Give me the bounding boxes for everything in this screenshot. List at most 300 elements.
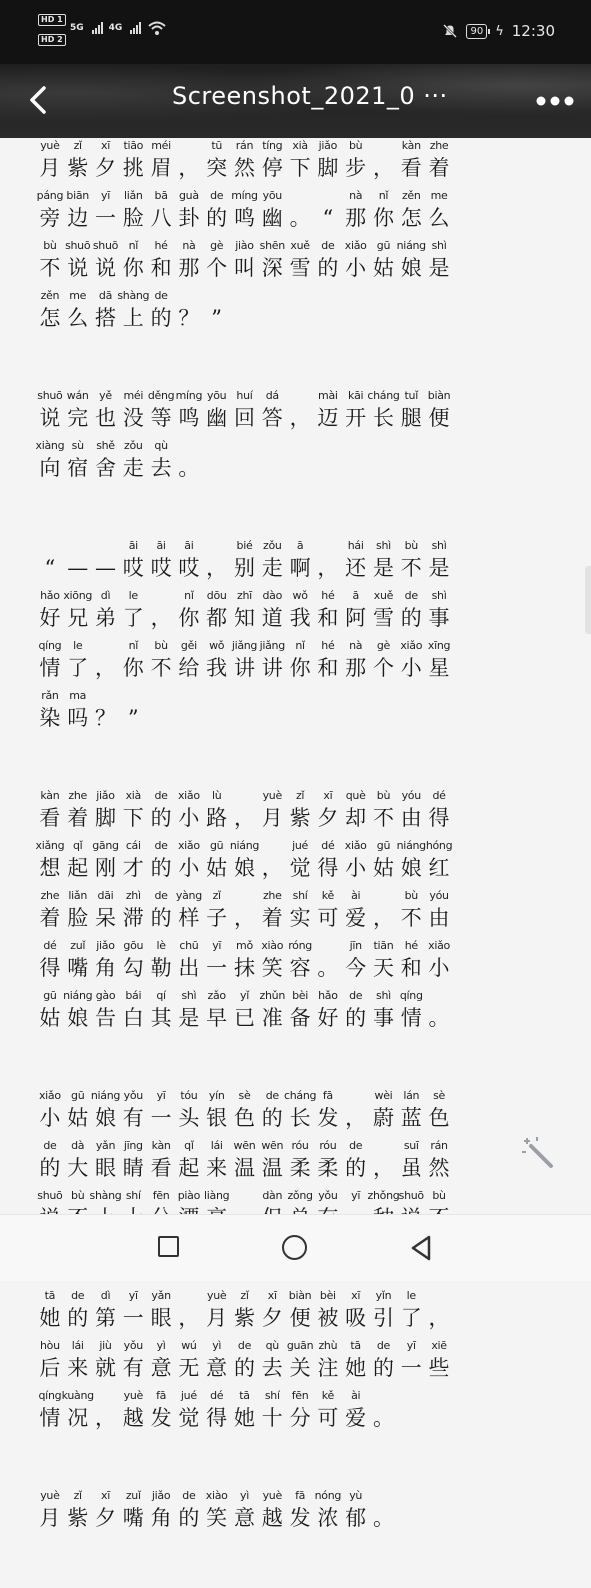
hanzi: 的 — [178, 1506, 200, 1530]
system-back-button[interactable] — [407, 1233, 437, 1263]
hanzi: 夕 — [94, 156, 116, 180]
character-cell — [175, 1138, 203, 1188]
recent-apps-button[interactable] — [155, 1233, 185, 1263]
hanzi: 。 — [289, 206, 311, 230]
character-cell — [314, 938, 342, 988]
hanzi: 关 — [289, 1356, 311, 1380]
hanzi: 星 — [428, 656, 450, 680]
pinyin: jiǎo — [318, 139, 338, 152]
character-cell — [203, 588, 231, 638]
character-cell — [397, 988, 425, 1038]
hanzi: 今 — [345, 956, 367, 980]
pinyin: dé — [43, 939, 57, 952]
character-cell — [314, 538, 342, 588]
character-cell — [64, 588, 92, 638]
pinyin: yǒu — [123, 1089, 143, 1102]
pinyin: biàn — [288, 1289, 312, 1302]
pinyin: liǎn — [68, 889, 87, 902]
pinyin: tóu — [180, 1089, 198, 1102]
hanzi: 白 — [122, 1006, 144, 1030]
character-cell — [92, 1338, 120, 1388]
character-cell — [64, 188, 92, 238]
character-cell — [175, 838, 203, 888]
character-cell — [36, 1338, 64, 1388]
hanzi: 讲 — [233, 656, 255, 680]
character-cell — [203, 238, 231, 288]
pinyin: qí — [156, 989, 166, 1002]
hanzi: 她 — [233, 1406, 255, 1430]
pinyin: piào — [177, 1189, 201, 1202]
hanzi: 夕 — [317, 806, 339, 830]
character-cell — [397, 1088, 425, 1138]
character-cell — [231, 188, 259, 238]
character-cell — [258, 188, 286, 238]
pinyin: zuǐ — [70, 939, 86, 952]
pinyin: ma — [69, 689, 87, 702]
pinyin: jiǎo — [151, 1489, 171, 1502]
character-cell — [286, 138, 314, 188]
character-cell — [258, 1338, 286, 1388]
hanzi: 好 — [317, 1006, 339, 1030]
pinyin: jiù — [99, 1339, 112, 1352]
character-cell — [175, 538, 203, 588]
character-cell — [92, 238, 120, 288]
hanzi: 紫 — [289, 806, 311, 830]
hanzi: 的 — [39, 1156, 61, 1180]
hanzi: 是 — [178, 1006, 200, 1030]
pinyin: de — [349, 989, 363, 1002]
hanzi: 紫 — [233, 1306, 255, 1330]
hanzi: 给 — [178, 656, 200, 680]
character-cell — [425, 538, 453, 588]
pinyin: yuè — [40, 139, 60, 152]
character-cell — [175, 438, 203, 488]
signal-icon — [92, 22, 103, 34]
hanzi: 你 — [289, 656, 311, 680]
text-line — [36, 638, 536, 688]
hanzi: 兄 — [67, 606, 89, 630]
hanzi: 不 — [150, 656, 172, 680]
pinyin: tū — [211, 139, 223, 152]
pinyin: de — [154, 889, 168, 902]
hanzi: 笑 — [261, 956, 283, 980]
pinyin: wēn — [261, 1139, 284, 1152]
hanzi: 突 — [206, 156, 228, 180]
hanzi: 幽 — [261, 206, 283, 230]
hanzi: 柔 — [317, 1156, 339, 1180]
character-cell — [286, 938, 314, 988]
pinyin: fā — [322, 1089, 333, 1102]
hanzi: 深 — [261, 256, 283, 280]
hanzi: — — [94, 556, 116, 580]
pinyin: shàng — [117, 289, 150, 302]
pinyin: shuō — [65, 239, 91, 252]
character-cell — [370, 888, 398, 938]
pinyin: guān — [286, 1339, 314, 1352]
hanzi: 滞 — [122, 906, 144, 930]
character-cell — [92, 538, 120, 588]
character-cell — [119, 1388, 147, 1438]
pinyin: wèi — [374, 1089, 393, 1102]
hanzi: 。 — [317, 956, 339, 980]
pinyin: gū — [210, 839, 224, 852]
character-cell — [147, 188, 175, 238]
hanzi: 小 — [400, 656, 422, 680]
pinyin: sè — [433, 1089, 445, 1102]
hanzi: 的 — [233, 1356, 255, 1380]
character-cell — [203, 938, 231, 988]
pinyin: zǐ — [240, 1289, 249, 1302]
hanzi: 。 — [428, 1006, 450, 1030]
pinyin: yōu — [207, 389, 227, 402]
signal-icon — [130, 22, 141, 34]
hanzi: ， — [372, 1156, 394, 1180]
pinyin: tiāo — [123, 139, 144, 152]
more-options-button[interactable] — [535, 84, 575, 112]
hanzi: 别 — [233, 556, 255, 580]
character-cell — [397, 638, 425, 688]
character-cell — [119, 238, 147, 288]
character-cell — [92, 988, 120, 1038]
character-cell — [314, 1488, 342, 1538]
pinyin: zǐ — [212, 889, 221, 902]
character-cell — [397, 938, 425, 988]
pinyin: kě — [321, 1389, 334, 1402]
character-cell — [397, 388, 425, 438]
character-cell — [175, 788, 203, 838]
hanzi: 娘 — [400, 856, 422, 880]
text-line — [36, 388, 536, 438]
pinyin: shì — [431, 539, 447, 552]
character-cell — [175, 388, 203, 438]
pinyin: biān — [66, 189, 89, 202]
pinyin: qù — [154, 439, 168, 452]
character-cell — [283, 1088, 317, 1138]
character-cell — [92, 888, 120, 938]
character-cell — [231, 838, 259, 888]
character-cell — [36, 888, 64, 938]
character-cell — [203, 1288, 231, 1338]
character-cell — [314, 888, 342, 938]
hanzi: 个 — [372, 656, 394, 680]
hanzi: 注 — [317, 1356, 339, 1380]
character-cell — [64, 288, 92, 338]
character-cell — [425, 188, 453, 238]
pinyin: zǐ — [295, 789, 305, 802]
pinyin: zǒu — [124, 439, 143, 452]
character-cell — [64, 388, 92, 438]
sim1-label: HD 1 — [38, 14, 66, 26]
pinyin: xiào — [205, 1489, 228, 1502]
character-cell — [92, 1388, 120, 1438]
hanzi: 和 — [150, 256, 172, 280]
character-cell — [342, 888, 370, 938]
character-cell — [203, 188, 231, 238]
hanzi: 温 — [261, 1156, 283, 1180]
character-cell — [36, 588, 64, 638]
hanzi: 舍 — [94, 456, 116, 480]
hanzi: 事 — [372, 1006, 394, 1030]
character-cell — [425, 938, 453, 988]
character-cell — [92, 638, 120, 688]
pinyin: niáng — [229, 839, 260, 852]
hanzi: 。 — [372, 1506, 394, 1530]
hanzi: 实 — [289, 906, 311, 930]
character-cell — [175, 1488, 203, 1538]
character-cell — [397, 138, 425, 188]
pinyin: bù — [43, 239, 57, 252]
character-cell — [36, 688, 64, 738]
recent-apps-square-icon — [158, 1236, 179, 1257]
character-cell — [64, 988, 92, 1038]
hanzi: ， — [233, 906, 255, 930]
pinyin: mǒ — [236, 939, 253, 952]
hanzi: 染 — [39, 706, 61, 730]
pinyin: shì — [431, 239, 447, 252]
pinyin: yī — [406, 1339, 416, 1352]
pinyin: nǐ — [128, 639, 138, 652]
pinyin: ài — [351, 889, 361, 902]
character-cell — [231, 1338, 259, 1388]
hanzi: 起 — [178, 1156, 200, 1180]
character-cell — [231, 588, 259, 638]
hanzi: 长 — [372, 406, 394, 430]
back-button[interactable] — [24, 80, 60, 120]
hanzi: 和 — [317, 606, 339, 630]
pinyin: míng — [175, 389, 203, 402]
character-cell — [286, 1488, 314, 1538]
pinyin: fēn — [152, 1189, 170, 1202]
magic-wand-icon[interactable] — [519, 1134, 559, 1174]
pinyin: hé — [321, 589, 335, 602]
pinyin: nǐ — [184, 589, 194, 602]
character-cell — [342, 988, 370, 1038]
hanzi: 她 — [39, 1306, 61, 1330]
character-cell — [147, 438, 175, 488]
pinyin: kàn — [401, 139, 421, 152]
hanzi: 可 — [317, 906, 339, 930]
pinyin: rán — [235, 139, 254, 152]
hanzi: 想 — [39, 856, 61, 880]
character-cell — [314, 788, 342, 838]
hanzi: 抹 — [233, 956, 255, 980]
character-cell — [370, 1088, 398, 1138]
character-cell — [397, 838, 425, 888]
hanzi: 引 — [372, 1306, 394, 1330]
character-cell — [36, 188, 64, 238]
character-cell — [342, 138, 370, 188]
hanzi: 意 — [206, 1356, 228, 1380]
hanzi: 发 — [289, 1506, 311, 1530]
character-cell — [147, 138, 175, 188]
hanzi: 后 — [39, 1356, 61, 1380]
hanzi: 啊 — [289, 556, 311, 580]
pinyin: hái — [347, 539, 364, 552]
hanzi: 一 — [206, 956, 228, 980]
character-cell — [425, 1138, 453, 1188]
pinyin: xī — [101, 139, 110, 152]
home-button[interactable] — [280, 1233, 310, 1263]
pinyin: wǒ — [209, 639, 225, 652]
hanzi: 个 — [206, 256, 228, 280]
hanzi: 十 — [261, 1406, 283, 1430]
pinyin: bù — [348, 139, 363, 152]
hanzi: 娘 — [233, 856, 255, 880]
character-cell — [314, 138, 342, 188]
character-cell — [370, 1388, 398, 1438]
pinyin: róu — [319, 1139, 337, 1152]
character-cell — [36, 438, 64, 488]
hanzi: 道 — [261, 606, 283, 630]
pinyin: de — [154, 289, 168, 302]
character-cell — [231, 1488, 259, 1538]
hanzi: 去 — [261, 1356, 283, 1380]
scroll-indicator[interactable] — [585, 566, 591, 634]
character-cell — [64, 838, 92, 888]
back-arrow-icon — [24, 80, 54, 120]
pinyin: què — [345, 789, 366, 802]
character-cell — [286, 1338, 314, 1388]
hanzi: 看 — [150, 1156, 172, 1180]
pinyin: de — [154, 789, 168, 802]
pinyin: dé — [432, 789, 446, 802]
battery-icon: 90 — [466, 24, 487, 39]
hanzi: 就 — [94, 1356, 116, 1380]
pinyin: dāi — [97, 889, 114, 902]
character-cell — [36, 238, 64, 288]
character-cell — [286, 238, 314, 288]
text-line — [36, 238, 536, 288]
hanzi: 有 — [122, 1106, 144, 1130]
status-right — [442, 22, 555, 40]
pinyin: jiǎo — [96, 939, 115, 952]
pinyin: gū — [376, 839, 391, 852]
pinyin: jué — [292, 839, 309, 852]
hanzi: 得 — [39, 956, 61, 980]
character-cell — [370, 1138, 398, 1188]
character-cell — [119, 838, 147, 888]
hanzi: 爱 — [345, 906, 367, 930]
hanzi: 完 — [67, 406, 89, 430]
character-cell — [258, 238, 286, 288]
character-cell — [36, 1088, 64, 1138]
hanzi: 着 — [261, 906, 283, 930]
pinyin: xiǎo — [177, 839, 200, 852]
character-cell — [64, 788, 92, 838]
pinyin: gū — [71, 1089, 85, 1102]
pinyin: yǐn — [375, 1289, 392, 1302]
character-cell — [425, 988, 453, 1038]
hanzi: 我 — [206, 656, 228, 680]
hanzi: ” — [127, 706, 139, 730]
pinyin: niáng — [90, 1089, 121, 1102]
hanzi: 下 — [122, 806, 144, 830]
hanzi: 阿 — [345, 606, 367, 630]
pinyin: shí — [292, 889, 308, 902]
character-cell — [286, 1288, 314, 1338]
hanzi: 才 — [122, 856, 144, 880]
hanzi: 小 — [428, 956, 450, 980]
text-line — [36, 438, 536, 488]
character-cell — [286, 188, 314, 238]
character-cell — [286, 988, 314, 1038]
pinyin: qǐ — [184, 1139, 194, 1152]
hanzi: 头 — [178, 1106, 200, 1130]
hanzi: 着 — [39, 906, 61, 930]
character-cell — [286, 888, 314, 938]
hanzi: 。 — [372, 1406, 394, 1430]
pinyin: yī — [101, 189, 110, 202]
character-cell — [397, 1288, 425, 1338]
pinyin: shí — [125, 1189, 141, 1202]
character-cell — [36, 638, 64, 688]
character-cell — [342, 588, 370, 638]
character-cell — [64, 1488, 92, 1538]
character-cell — [36, 1388, 64, 1438]
pinyin: ā — [352, 589, 359, 602]
hanzi: 有 — [122, 1356, 144, 1380]
character-cell — [119, 688, 147, 738]
character-cell — [92, 788, 120, 838]
pinyin: nǐ — [295, 639, 305, 652]
character-cell — [370, 638, 398, 688]
pinyin: xiǎo — [38, 1089, 61, 1102]
text-line — [36, 288, 536, 338]
hanzi: 不 — [372, 806, 394, 830]
hanzi: 的 — [67, 1306, 89, 1330]
hanzi: 一 — [94, 206, 116, 230]
character-cell — [286, 638, 314, 688]
pinyin: hé — [154, 239, 168, 252]
character-cell — [231, 888, 259, 938]
hanzi: 你 — [122, 656, 144, 680]
character-cell — [425, 388, 453, 438]
hanzi: 嘴 — [122, 1506, 144, 1530]
hanzi: 哎 — [122, 556, 144, 580]
character-cell — [370, 238, 398, 288]
character-cell — [231, 1088, 259, 1138]
character-cell — [175, 1288, 203, 1338]
character-cell — [342, 1488, 370, 1538]
pinyin: dé — [321, 839, 335, 852]
character-cell — [92, 188, 120, 238]
pinyin: dōu — [206, 589, 227, 602]
character-cell — [119, 1338, 147, 1388]
document-viewer[interactable] — [0, 138, 591, 1530]
character-cell — [119, 638, 147, 688]
network-indicators — [70, 20, 167, 36]
character-cell — [370, 938, 398, 988]
hanzi: 走 — [261, 556, 283, 580]
pinyin: tíng — [262, 139, 283, 152]
pinyin: xī — [101, 1489, 110, 1502]
hanzi: 况 — [67, 1406, 89, 1430]
character-cell — [314, 588, 342, 638]
sim-indicators — [38, 14, 66, 46]
character-cell — [119, 1138, 147, 1188]
pinyin: rán — [430, 1139, 448, 1152]
character-cell — [314, 838, 342, 888]
hanzi: 娘 — [94, 1106, 116, 1130]
hanzi: 备 — [289, 1006, 311, 1030]
pinyin: děng — [147, 389, 175, 402]
pinyin: yě — [99, 389, 112, 402]
pinyin: yǒu — [123, 1339, 143, 1352]
character-cell — [231, 1388, 259, 1438]
hanzi: 发 — [150, 1406, 172, 1430]
text-line — [36, 988, 536, 1038]
character-cell — [147, 988, 175, 1038]
